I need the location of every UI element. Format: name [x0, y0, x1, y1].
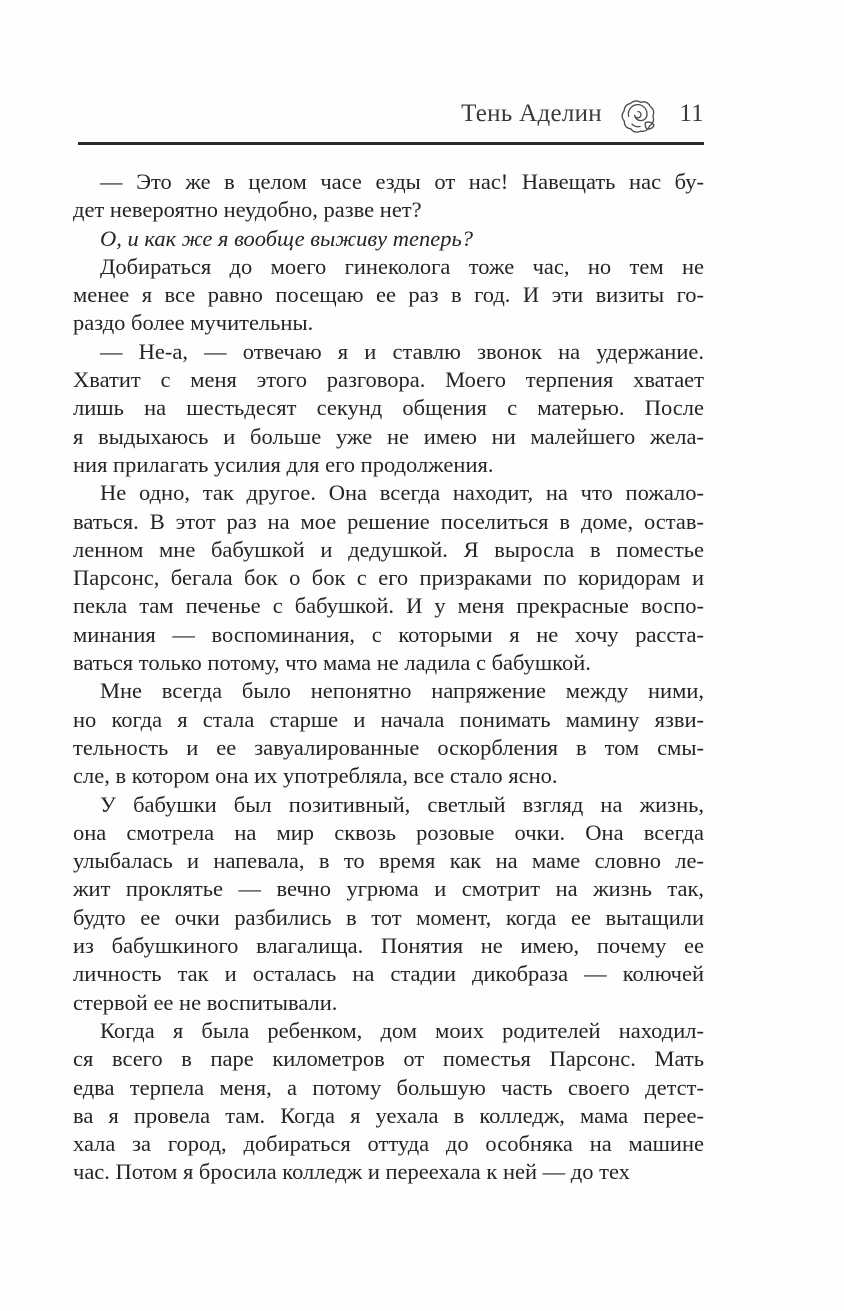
text-line: едва терпела меня, а потому большую часть своего детст-	[73, 1074, 704, 1100]
paragraph	[73, 479, 704, 677]
text-line: личность так и осталась на стадии дикобраза — колючей	[73, 961, 704, 987]
text-line: Когда я была ребенком, дом моих родителей находил-	[100, 1017, 704, 1043]
text-line: улыбалась и напевала, в то время как на маме словно ле-	[73, 848, 704, 874]
text-line: минания — воспоминания, с которыми я не хочу расста-	[73, 621, 704, 647]
text-line: из бабушкиного влагалища. Понятия не имею, почему ее	[73, 933, 704, 959]
text-line: ваться. В этот раз на мое решение поселиться в доме, остав-	[73, 508, 704, 534]
header-rule	[78, 142, 704, 145]
text-line: ленном мне бабушкой и дедушкой. Я выросла в поместье	[73, 536, 704, 562]
text-line: Не одно, так другое. Она всегда находит, на что пожало-	[100, 480, 704, 506]
page-number: 11	[679, 100, 704, 127]
body-text	[73, 168, 704, 1187]
paragraph	[73, 1017, 704, 1187]
text-line: Парсонс, бегала бок о бок с его призраками по коридорам и	[73, 565, 704, 591]
paragraph	[73, 677, 704, 790]
text-line: будто ее очки разбились в тот момент, когда ее вытащили	[73, 904, 704, 930]
text-line: ния прилагать усилия для его продолжения.	[73, 451, 494, 477]
paragraph	[73, 168, 704, 225]
text-line: ваться только потому, что мама не ладила с бабушкой.	[73, 650, 591, 676]
text-line: ва я провела там. Когда я уехала в колледж, мама перее-	[73, 1102, 704, 1128]
text-line: менее я все равно посещаю ее раз в год. И эти визиты го-	[73, 282, 704, 308]
running-header	[78, 94, 704, 134]
text-line: Мне всегда было непонятно напряжение между ними,	[100, 678, 704, 704]
text-line: хала за город, добираться оттуда до особняка на машине	[73, 1131, 704, 1157]
text-line: — Не-а, — отвечаю я и ставлю звонок на удержание.	[100, 338, 704, 364]
text-line: У бабушки был позитивный, светлый взгляд на жизнь,	[100, 791, 704, 817]
text-line: я выдыхаюсь и больше уже не имею ни малейшего жела-	[73, 423, 704, 449]
text-line: она смотрела на мир сквозь розовые очки. Она всегда	[73, 819, 704, 845]
paragraph	[73, 253, 704, 338]
text-line: Добираться до моего гинеколога тоже час, но тем не	[100, 253, 704, 279]
text-line: сле, в котором она их употребляла, все стало ясно.	[73, 763, 558, 789]
text-line: ся всего в паре километров от поместья Парсонс. Мать	[73, 1046, 704, 1072]
text-line: жит проклятье — вечно угрюма и смотрит на жизнь так,	[73, 876, 704, 902]
text-line: но когда я стала старше и начала понимать мамину язви-	[73, 706, 704, 732]
text-line: раздо более мучительны.	[73, 310, 314, 336]
rose-icon	[618, 94, 658, 134]
text-line: лишь на шестьдесят секунд общения с матерью. После	[73, 395, 704, 421]
text-line: тельность и ее завуалированные оскорбления в том смы-	[73, 734, 704, 760]
paragraph	[73, 791, 704, 1017]
paragraph	[73, 225, 704, 253]
text-line: час. Потом я бросила колледж и переехала к ней — до тех	[73, 1159, 630, 1185]
book-title: Тень Аделин	[461, 100, 602, 127]
text-line: Хватит с меня этого разговора. Моего терпения хватает	[73, 367, 704, 393]
text-line: пекла там печенье с бабушкой. И у меня прекрасные воспо-	[73, 593, 704, 619]
text-line: стервой ее не воспитывали.	[73, 989, 338, 1015]
text-line: дет невероятно неудобно, разве нет?	[73, 197, 422, 223]
paragraph	[73, 338, 704, 479]
text-line: — Это же в целом часе езды от нас! Навещать нас бу-	[100, 169, 704, 194]
text-line: О, и как же я вообще выживу теперь?	[100, 225, 473, 251]
